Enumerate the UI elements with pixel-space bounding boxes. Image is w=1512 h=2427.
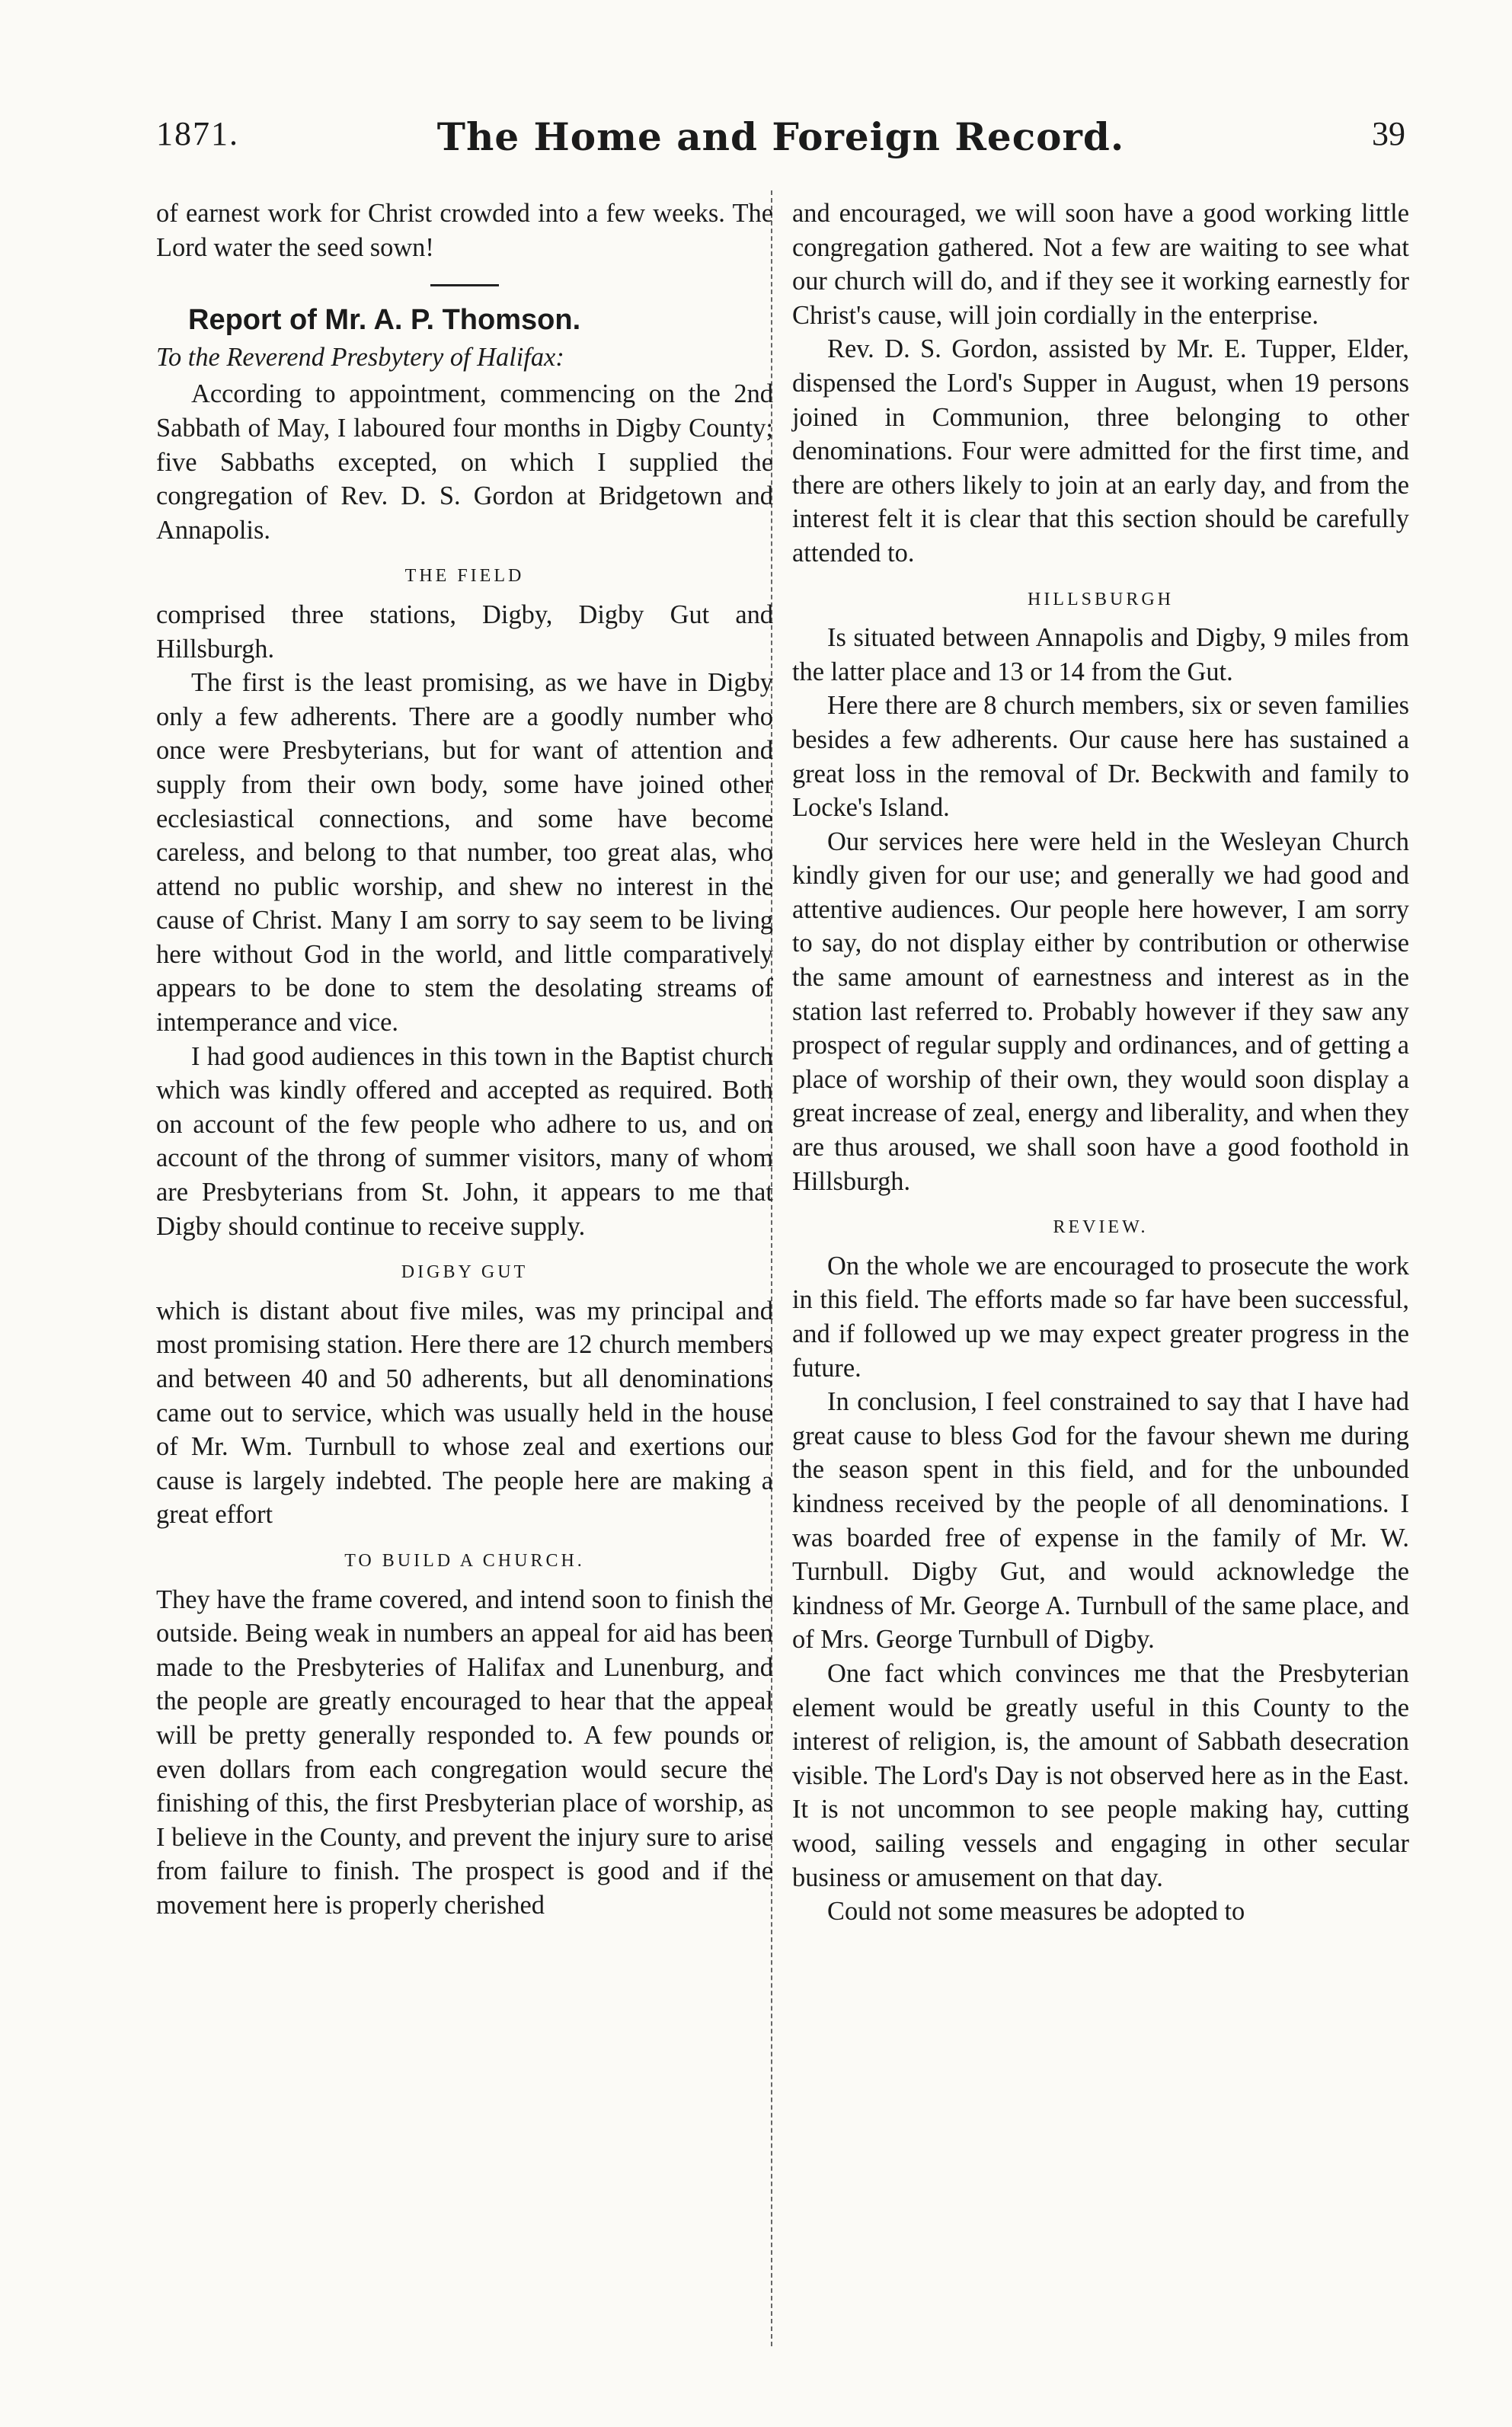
subheading-digby-gut: DIGBY GUT [401,1262,529,1283]
paragraph-situated: Is situated between Annapolis and Digby, 9 miles from the latter place and 13 or 14 from the Gut. [792,623,1409,686]
paragraph-build-church: They have the frame covered, and intend soon to finish the outside. Being weak in numbers an appeal for aid has been made to the Presbyteries of Halifax and Lunenburg, and the people are greatly encouraged to hear that the appeal will be pretty generally responded to. A few pounds or even dollars from each congregation would secure the finishing of this, the first Presbyterian place of worship, as I believe in the County, and prevent the injury sure to arise from failure to finish. The prospect is good and if the movement here is properly cherished [156,1584,773,1920]
salutation: To the Reverend Presbytery of Halifax: [156,342,564,372]
page-number: 39 [1372,115,1405,152]
header-year: 1871. [156,115,239,152]
subheading-build-church: TO BUILD A CHURCH. [344,1550,585,1571]
paragraph-appointment: According to appointment, commencing on the 2nd Sabbath of May, I laboured four months in Digby County; five Sabbaths excepted, on which I supplied the congregation of Rev. D. S. Gordon at Bridgetown and Annapolis. [156,379,773,545]
subheading-the-field: THE FIELD [404,566,525,587]
paragraph-services: Our services here were held in the Wesleyan Church kindly given for our use; and generally we had good and attentive audiences. Our people here however, I am sorry to say, do not display either by contribution or otherwise the same amount of earnestness and interest as in the station last referred to. Probably however if they saw any prospect of regular supply and ordinances, and of getting a place of worship of their own, they would soon display a great increase of zeal, energy and liberality, and when they are thus aroused, we shall soon have a good foothold in Hillsburgh. [792,827,1409,1196]
paragraph-could-not: Could not some measures be adopted to [827,1897,1245,1927]
paragraph-continuation: and encouraged, we will soon have a good working little congregation gathered. Not a few are waiting to see what our church will do, and if they see it working earnestly for Christ's cause, will join cordially in the enterprise. [792,199,1409,330]
section-separator [430,284,499,286]
paragraph-gordon: Rev. D. S. Gordon, assisted by Mr. E. Tupper, Elder, dispensed the Lord's Supper in August, when 19 persons joined in Communion, three belonging to other denominations. Four were admitted for the first time, and there are others likely to join at an early day, and from the interest felt it is clear that this section should be carefully attended to. [792,334,1409,568]
paragraph-one-fact: One fact which convinces me that the Presbyterian element would be greatly useful in this County to the interest of religion, is, the amount of Sabbath desecration visible. The Lord's Day is not observed here as in the East. It is not uncommon to see people making hay, cutting wood, sailing vessels and engaging in other secular business or amusement on that day. [792,1658,1409,1892]
paragraph-whole: On the whole we are encouraged to prosecute the work in this field. The efforts made so far have been successful, and if followed up we may expect greater progress in the future. [792,1251,1409,1383]
paragraph-intro: of earnest work for Christ crowded into a few weeks. The Lord water the seed sown! [156,199,773,262]
right-column [792,197,1409,1929]
paragraph-first-station: The first is the least promising, as we have in Digby only a few adherents. There are a goodly number who once were Presbyterians, but for want of attention and supply from their own body, some have joined other ecclesiastical connections, and some have become careless, and belong to that number, too great alas, who attend no public worship, and shew no interest in the cause of Christ. Many I am sorry to say seem to be living here without God in the world, and little comparatively appears to be done to stem the desolating streams of intemperance and vice. [156,668,773,1038]
page-header [156,114,1405,168]
paragraph-conclusion: In conclusion, I feel constrained to say that I have had great cause to bless God for the favour shewn me during the season spent in this field, and for the unbounded kindness received by the people of all denominations. I was boarded free of expense in the family of Mr. W. Turnbull. Digby Gut, and would acknowledge the kindness of Mr. George A. Turnbull of the same place, and of Mrs. George Turnbull of Digby. [792,1387,1409,1655]
paragraph-field: comprised three stations, Digby, Digby Gut and Hillsburgh. [156,600,773,664]
subheading-hillsburgh: HILLSBURGH [1027,589,1174,609]
paragraph-members: Here there are 8 church members, six or seven families besides a few adherents. Our cause here has sustained a great loss in the removal of Dr. Beckwith and family to Locke's Island. [792,691,1409,823]
journal-title: The Home and Foreign Record. [436,114,1125,159]
report-title: Report of Mr. A. P. Thomson. [188,304,581,337]
left-column [156,197,773,1923]
paragraph-digby-gut: which is distant about five miles, was my principal and most promising station. Here there are 12 church members and between 40 and 50 adherents, but all denominations came out to service, which was usually held in the house of Mr. Wm. Turnbull to whose zeal and exertions our cause is largely indebted. The people here are making a great effort [156,1296,773,1530]
paragraph-audiences: I had good audiences in this town in the Baptist church which was kindly offered and accepted as required. Both on account of the few people who adhere to us, and on account of the throng of summer visitors, many of whom are Presbyterians from St. John, it appears to me that Digby should continue to receive supply. [156,1041,773,1241]
subheading-review: REVIEW. [1053,1217,1149,1238]
